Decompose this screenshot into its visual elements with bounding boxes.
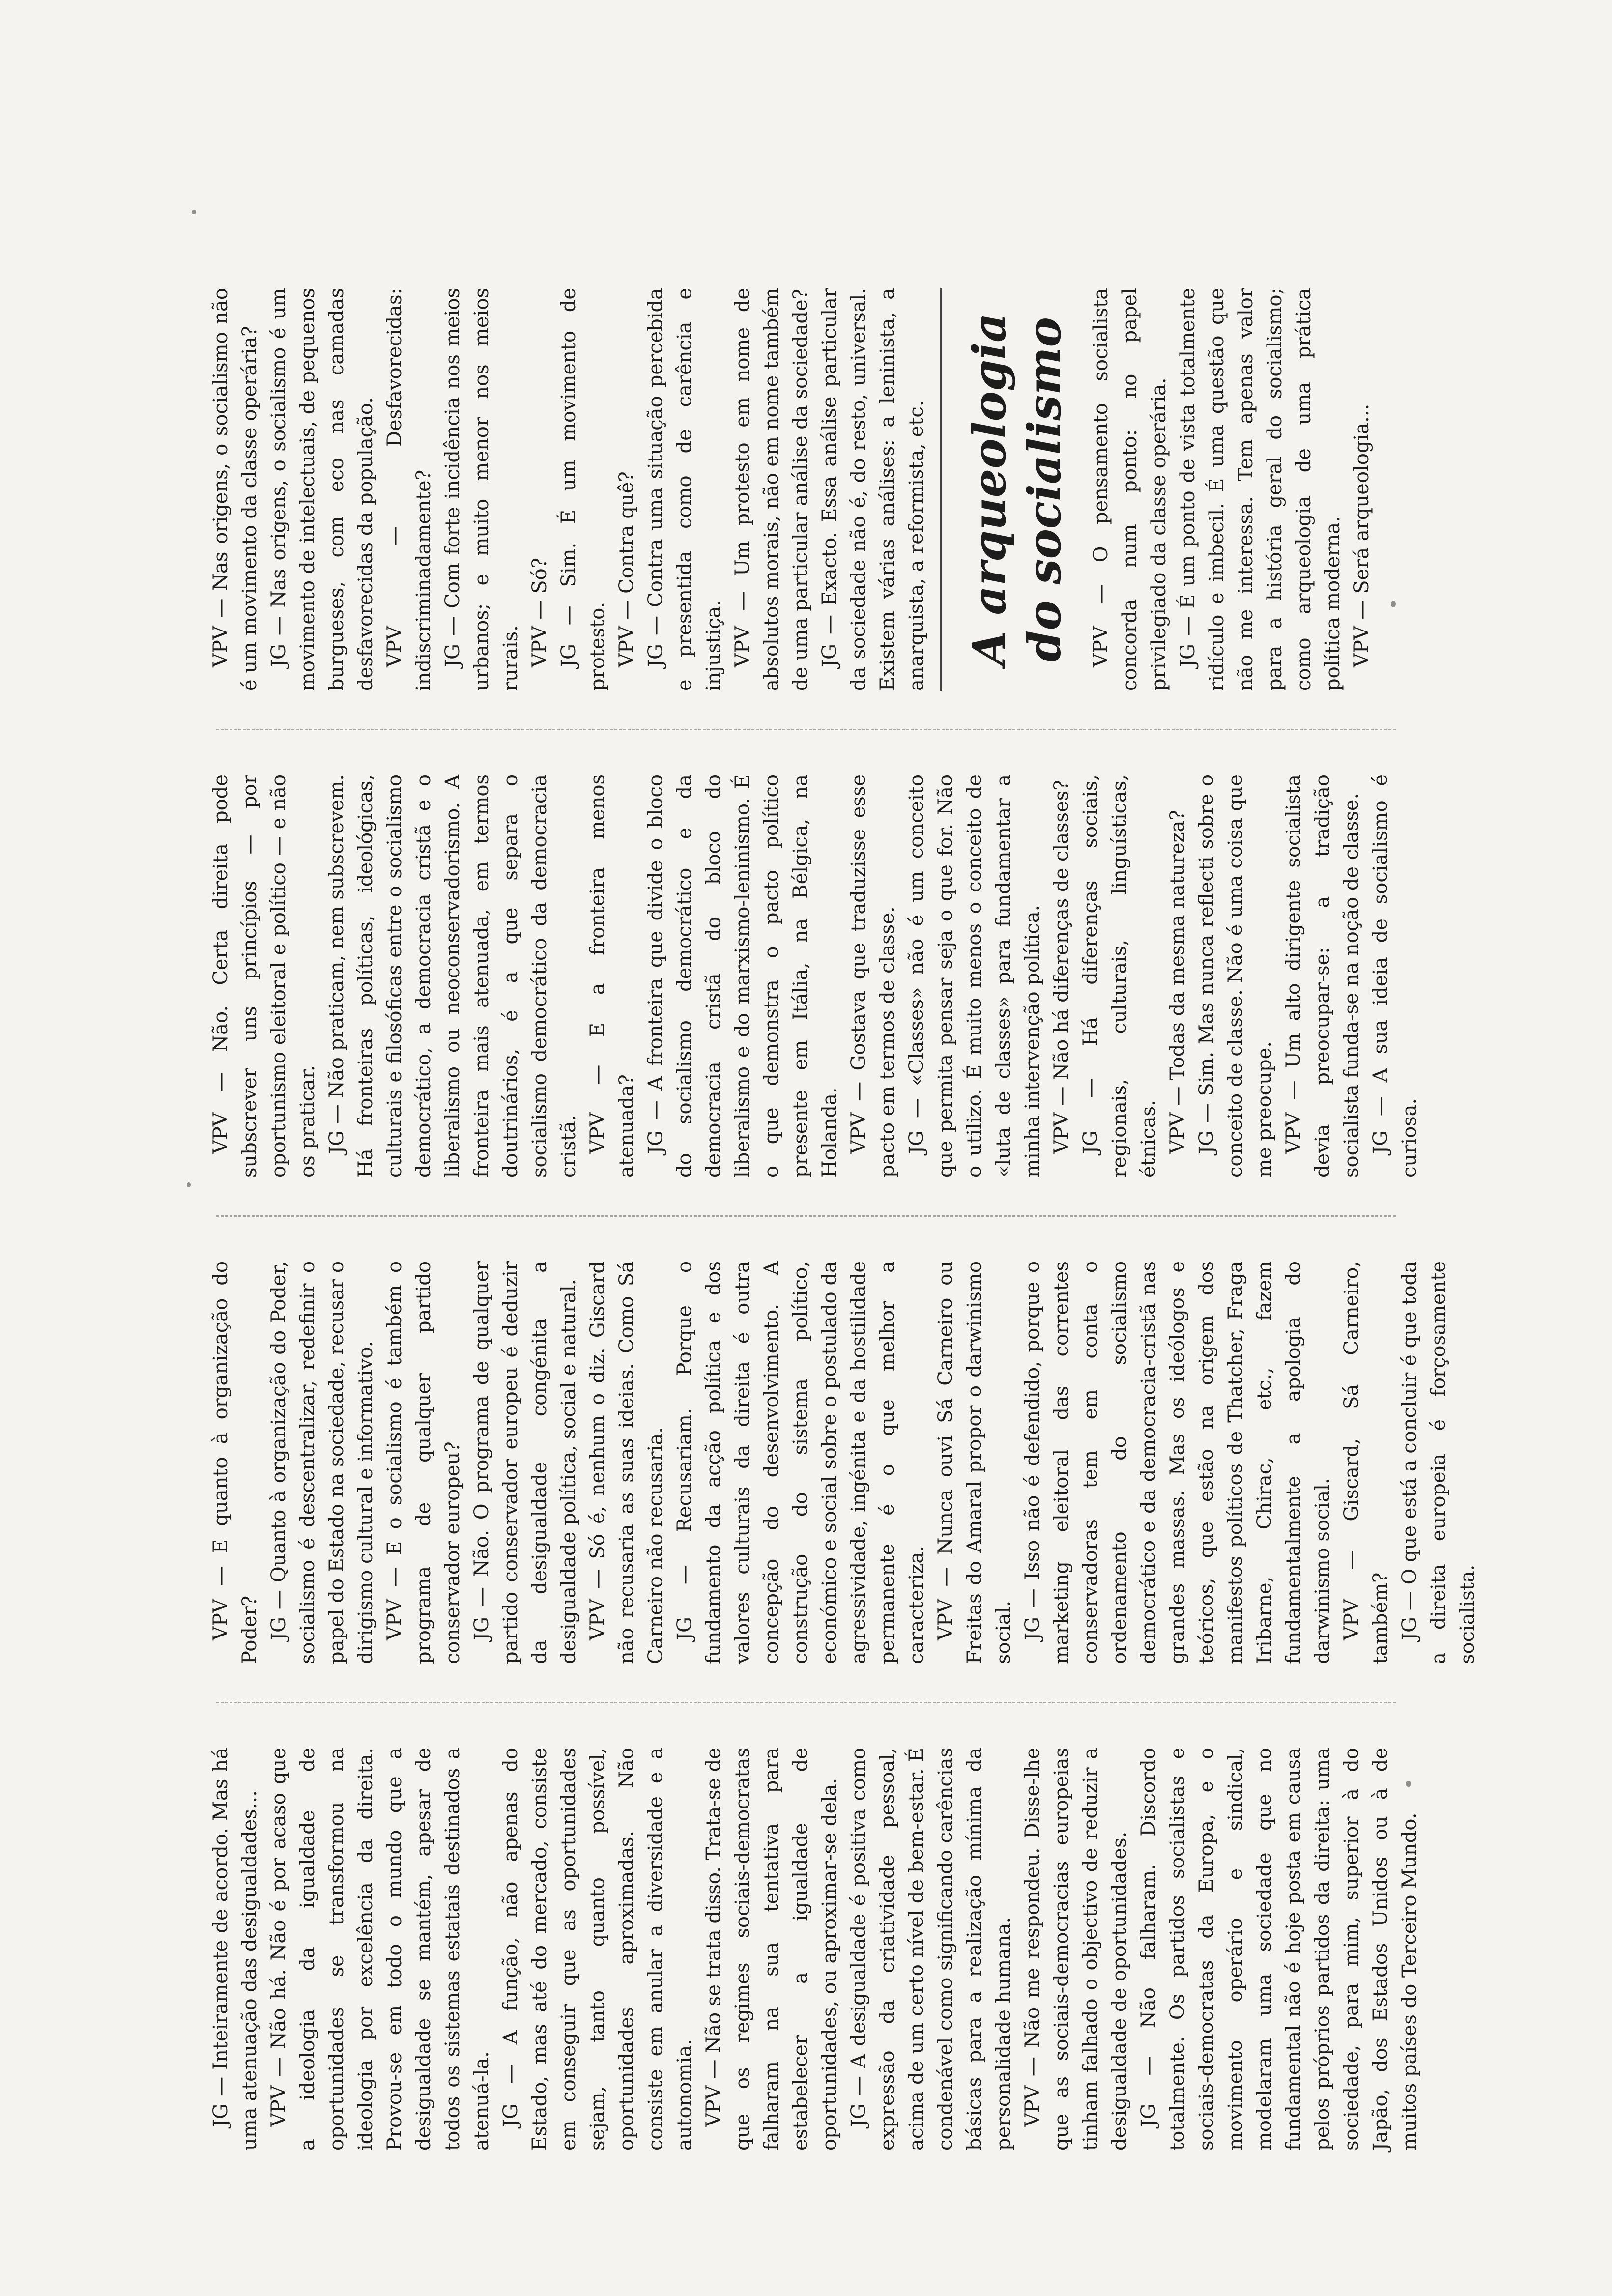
column-3-paragraph: JG — A sua ideia de socialismo é curiosa.: [1369, 775, 1421, 1177]
column-3-paragraph: VPV — Todas da mesma natureza?: [1166, 810, 1189, 1154]
subhead-rule: [940, 288, 942, 691]
column-divider: [216, 1702, 1396, 1703]
section-subheading: [962, 288, 1072, 691]
photocopy-speck: [1391, 601, 1396, 607]
photocopy-speck: [1406, 1781, 1411, 1787]
column-2-paragraph: JG — O que está a concluir é que toda a direita europeia é forçosamente socialista.: [1398, 1261, 1479, 1664]
column-4-paragraph: VPV — Será arqueologia...: [1351, 403, 1373, 667]
photocopy-speck: [187, 1182, 191, 1187]
column-2-paragraph: JG — Quanto à organização do Poder, socialismo é descentralizar, redefinir o papel do Estado na sociedade, recusar o dirigismo cultural e informativo.: [267, 1261, 377, 1664]
article-column-1: [206, 1748, 1424, 2151]
article-column-3: [206, 775, 1424, 1177]
column-4-paragraph: JG — Exacto. Essa análise particular da sociedade não é, do resto, universal. Existem várias análises: a leninista, a anarquista, a reformista, etc.: [818, 288, 928, 691]
column-1-paragraph: JG — A desigualdade é positiva como expressão da criatividade pessoal, acima de um certo nível de bem-estar. É condenável como significando carências básicas para a realização mínima da personalidade humana.: [847, 1748, 1015, 2151]
column-3-paragraph: VPV — Não. Certa direita pode subscrever uns princípios — por oportunismo eleitoral e político — e não os praticar.: [209, 775, 319, 1177]
column-1-paragraph: JG — Inteiramente de acordo. Mas há uma atenuação das desigualdades...: [209, 1748, 261, 2151]
subheading-line: do socialismo: [1018, 317, 1071, 662]
column-4-paragraph: JG — Sim. É um movimento de protesto.: [557, 288, 609, 691]
column-1-paragraph: JG — A função, não apenas do Estado, mas até do mercado, consiste em conseguir que as oportunidades sejam, tanto quanto possível, oportunidades aproximadas. Não consiste em anular a diversidade e a autonomia.: [499, 1748, 696, 2151]
column-2-paragraph: JG — Não. O programa de qualquer partido conservador europeu é deduzir da desigualdade congénita a desigualdade política, social e natural.: [470, 1261, 580, 1664]
column-3-paragraph: VPV — Um alto dirigente socialista devia preocupar-se: a tradição socialista funda-se na noção de classe.: [1282, 775, 1363, 1177]
column-2-paragraph: JG — Isso não é defendido, porque o marketing eleitoral das correntes conservadoras tem em conta o ordenamento do socialismo democrático e da democracia-cristã nas grandes massas. Mas os ideólogos e teóricos, que estão na origem dos manifestos políticos de Thatcher, Fraga Iribarne, Chirac, etc., fazem fundamentalmente a apologia do darwinismo social.: [1021, 1261, 1334, 1664]
column-1-paragraph: VPV — Não há. Não é por acaso que a ideologia da igualdade de oportunidades se transformou na ideologia por excelência da direita. Provou-se em todo o mundo que a desigualdade se mantém, apesar de todos os sistemas estatais destinados a atenuá-la.: [267, 1748, 493, 2151]
column-divider: [216, 1215, 1396, 1217]
article-column-4: [206, 288, 1377, 691]
article-column-2: [206, 1261, 1482, 1664]
column-2-paragraph: VPV — Só é, nenhum o diz. Giscard não recusaria as suas ideias. Como Sá Carneiro não recusaria.: [586, 1261, 667, 1664]
column-divider: [216, 729, 1396, 730]
column-1-paragraph: VPV — Não se trata disso. Trata-se de que os regimes sociais-democratas falharam na sua tentativa para estabelecer a igualdade de oportunidades, ou aproximar-se dela.: [702, 1748, 841, 2151]
column-3-paragraph: JG — «Classes» não é um conceito que permita pensar seja o que for. Não o utilizo. É muito menos o conceito de «luta de classes» para fundamentar a minha intervenção política.: [905, 775, 1044, 1177]
column-3-paragraph: VPV — Não há diferenças de classes?: [1050, 780, 1073, 1154]
column-2-paragraph: VPV — Nunca ouvi Sá Carneiro ou Freitas do Amaral propor o darwinismo social.: [934, 1261, 1015, 1664]
column-4-paragraph: VPV — Contra quê?: [615, 471, 638, 667]
column-4-paragraph: VPV — O pensamento socialista concorda num ponto: no papel privilegiado da classe operária.: [1090, 288, 1170, 691]
column-3-paragraph: JG — Sim. Mas nunca reflecti sobre o conceito de classe. Não é uma coisa que me preocupe.: [1195, 775, 1276, 1177]
column-4-paragraph: JG — É um ponto de vista totalmente ridículo e imbecil. É uma questão que não me interessa. Tem apenas valor para a história geral do socialismo; como arqueologia de uma prática política moderna.: [1177, 288, 1344, 691]
column-4-paragraph: VPV — Só?: [528, 557, 551, 667]
column-4-paragraph: JG — Com forte incidência nos meios urbanos; e muito menor nos meios rurais.: [441, 288, 522, 691]
column-2-paragraph: JG — Recusariam. Porque o fundamento da acção política e dos valores culturais da direita é outra concepção do desenvolvimento. A construção do sistema político, económico e social sobre o postulado da agressividade, ingénita e da hostilidade permanente é o que melhor a caracteriza.: [673, 1261, 928, 1664]
column-1-paragraph: JG — Não falharam. Discordo totalmente. Os partidos socialistas e sociais-democratas da Europa, e o movimento operário e sindical, modelaram uma sociedade que no fundamental não é hoje posta em causa pelos próprios partidos da direita: uma sociedade, para mim, superior à do Japão, dos Estados Unidos ou à de muitos países do Terceiro Mundo.: [1137, 1748, 1421, 2151]
column-4-paragraph: JG — Contra uma situação percebida e presentida como de carência e injustiça.: [644, 288, 725, 691]
column-3-paragraph: JG — Não praticam, nem subscrevem. Há fronteiras políticas, ideológicas, culturais e filosóficas entre o socialismo democrático, a democracia cristã e o liberalismo ou neoconservadorismo. A fronteira mais atenuada, em termos doutrinários, é a que separa o socialismo democrático da democracia cristã.: [325, 775, 580, 1177]
column-1-paragraph: VPV — Não me respondeu. Disse-lhe que as sociais-democracias europeias tinham falhado o objectivo de reduzir a desigualdade de oportunidades.: [1021, 1748, 1131, 2151]
column-4-paragraph: VPV — Nas origens, o socialismo não é um movimento da classe operária?: [209, 288, 261, 691]
column-3-paragraph: JG — A fronteira que divide o bloco do socialismo democrático e da democracia cristã do bloco do liberalismo e do marxismo-leninismo. É o que demonstra o pacto político presente em Itália, na Bélgica, na Holanda.: [644, 775, 841, 1177]
column-4-paragraph: JG — Nas origens, o socialismo é um movimento de intelectuais, de pequenos burgueses, com eco nas camadas desfavorecidas da população.: [267, 288, 377, 691]
column-4-paragraph: VPV — Um protesto em nome de absolutos morais, não em nome também de uma particular análise da sociedade?: [731, 288, 812, 691]
column-4-paragraph: VPV — Desfavorecidas: indiscriminadamente?: [383, 288, 435, 691]
column-3-paragraph: VPV — E a fronteira menos atenuada?: [586, 775, 638, 1177]
column-2-paragraph: VPV — E quanto à organização do Poder?: [209, 1261, 261, 1664]
subheading-line: A arqueologia: [963, 313, 1016, 666]
column-2-paragraph: VPV — E o socialismo é também o programa de qualquer partido conservador europeu?: [383, 1261, 464, 1664]
column-2-paragraph: VPV — Giscard, Sá Carneiro, também?: [1340, 1261, 1392, 1664]
column-3-paragraph: VPV — Gostava que traduzisse esse pacto em termos de classe.: [847, 775, 899, 1177]
column-3-paragraph: JG — Há diferenças sociais, regionais, culturais, linguísticas, étnicas.: [1079, 775, 1160, 1177]
rotated-newspaper-page: [177, 67, 1479, 2229]
photocopy-speck: [192, 210, 196, 214]
